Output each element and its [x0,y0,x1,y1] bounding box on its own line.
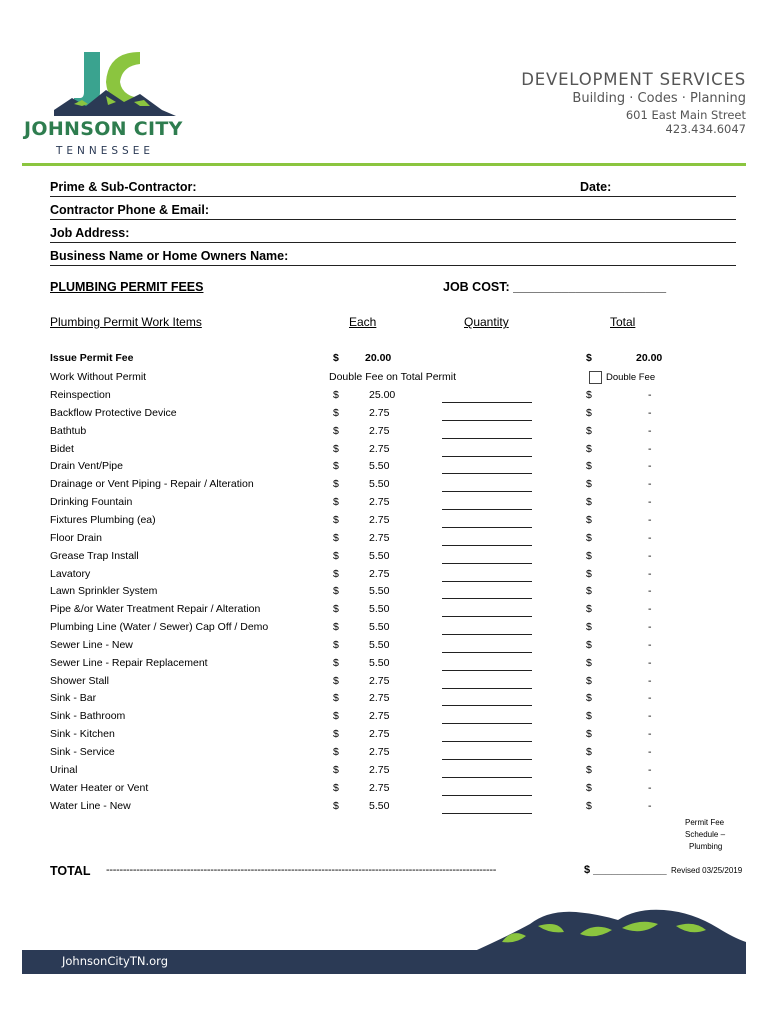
row-each-value: 2.75 [369,425,390,437]
issue-fee-label: Issue Permit Fee [50,352,134,364]
logo-city-name: JOHNSON CITY [24,118,183,140]
row-total-dollar: $ [586,782,592,794]
work-without-permit-label: Work Without Permit [50,371,147,383]
row-each-dollar: $ [333,514,339,526]
row-quantity-input[interactable] [442,581,532,582]
date-label: Date: [580,180,612,194]
row-total-dollar: $ [586,425,592,437]
row-each-dollar: $ [333,764,339,776]
row-total-value: - [648,728,652,740]
row-each-dollar: $ [333,621,339,633]
issue-fee-each: 20.00 [365,352,392,364]
row-each-value: 5.50 [369,478,390,490]
row-label: Sink - Bathroom [50,710,126,722]
row-each-dollar: $ [333,496,339,508]
row-each-value: 2.75 [369,675,390,687]
row-total-dollar: $ [586,800,592,812]
row-quantity-input[interactable] [442,598,532,599]
row-each-value: 2.75 [369,746,390,758]
row-total-dollar: $ [586,710,592,722]
row-quantity-input[interactable] [442,795,532,796]
row-quantity-input[interactable] [442,723,532,724]
row-label: Fixtures Plumbing (ea) [50,514,156,526]
row-each-value: 2.75 [369,782,390,794]
col-each: Each [349,315,377,329]
row-total-value: - [648,764,652,776]
row-each-value: 2.75 [369,710,390,722]
row-each-value: 5.50 [369,621,390,633]
row-label: Lawn Sprinkler System [50,585,158,597]
row-total-dollar: $ [586,532,592,544]
row-total-value: - [648,782,652,794]
row-total-value: - [648,710,652,722]
row-quantity-input[interactable] [442,634,532,635]
row-total-value: - [648,514,652,526]
row-total-dollar: $ [586,389,592,401]
row-label: Pipe &/or Water Treatment Repair / Alteration [50,603,261,615]
row-label: Reinspection [50,389,111,401]
row-label: Sewer Line - Repair Replacement [50,657,208,669]
row-each-dollar: $ [333,782,339,794]
row-label: Lavatory [50,568,91,580]
row-total-dollar: $ [586,746,592,758]
row-quantity-input[interactable] [442,509,532,510]
row-total-value: - [648,443,652,455]
row-label: Shower Stall [50,675,109,687]
row-each-value: 25.00 [369,389,396,401]
row-total-value: - [648,675,652,687]
row-total-value: - [648,603,652,615]
col-quantity: Quantity [464,315,509,329]
row-label: Grease Trap Install [50,550,139,562]
row-each-value: 5.50 [369,603,390,615]
job-address-label: Job Address: [50,226,130,240]
row-total-dollar: $ [586,657,592,669]
row-total-value: - [648,425,652,437]
job-address-field[interactable] [50,222,736,243]
row-quantity-input[interactable] [442,616,532,617]
row-quantity-input[interactable] [442,741,532,742]
contractor-field[interactable] [50,176,736,197]
row-quantity-input[interactable] [442,563,532,564]
row-each-dollar: $ [333,800,339,812]
double-fee-checkbox-label: Double Fee [606,372,656,383]
row-each-dollar: $ [333,478,339,490]
row-label: Sink - Kitchen [50,728,115,740]
row-label: Water Heater or Vent [50,782,149,794]
row-total-dollar: $ [586,550,592,562]
row-quantity-input[interactable] [442,456,532,457]
row-label: Urinal [50,764,78,776]
row-total-value: - [648,800,652,812]
footer-url[interactable]: JohnsonCityTN.org [62,954,169,968]
row-quantity-input[interactable] [442,777,532,778]
total-label: TOTAL [50,864,91,878]
row-quantity-input[interactable] [442,420,532,421]
department-phone: 423.434.6047 [665,122,746,136]
row-each-dollar: $ [333,710,339,722]
row-quantity-input[interactable] [442,491,532,492]
row-label: Drainage or Vent Piping - Repair / Alteration [50,478,254,490]
row-each-dollar: $ [333,460,339,472]
phone-email-field[interactable] [50,199,736,220]
total-dashes: -------------------------------------------------------------------------------------------------------------------- [106,864,497,876]
header-rule [22,163,746,166]
row-label: Floor Drain [50,532,102,544]
schedule-note-3: Plumbing [689,842,723,851]
schedule-note-2: Schedule – [685,830,726,839]
phone-email-label: Contractor Phone & Email: [50,203,210,217]
row-label: Sink - Bar [50,692,97,704]
row-total-value: - [648,550,652,562]
row-total-dollar: $ [586,692,592,704]
row-label: Drain Vent/Pipe [50,460,123,472]
row-quantity-input[interactable] [442,402,532,403]
row-quantity-input[interactable] [442,438,532,439]
issue-fee-total: 20.00 [636,352,663,364]
row-total-dollar: $ [586,514,592,526]
issue-fee-dollar: $ [333,352,339,364]
department-address: 601 East Main Street [625,108,746,122]
row-label: Sewer Line - New [50,639,133,651]
row-each-dollar: $ [333,407,339,419]
row-each-dollar: $ [333,728,339,740]
row-each-dollar: $ [333,639,339,651]
row-total-dollar: $ [586,568,592,580]
row-each-dollar: $ [333,443,339,455]
row-each-dollar: $ [333,389,339,401]
row-each-value: 2.75 [369,728,390,740]
row-each-value: 2.75 [369,407,390,419]
row-total-value: - [648,639,652,651]
row-each-value: 5.50 [369,460,390,472]
row-each-value: 2.75 [369,692,390,704]
revised-date: Revised 03/25/2019 [671,866,743,875]
row-quantity-input[interactable] [442,670,532,671]
row-each-dollar: $ [333,657,339,669]
row-total-value: - [648,746,652,758]
row-total-value: - [648,532,652,544]
row-each-value: 5.50 [369,639,390,651]
row-each-value: 2.75 [369,514,390,526]
row-each-dollar: $ [333,425,339,437]
row-quantity-input[interactable] [442,652,532,653]
row-total-value: - [648,478,652,490]
row-label: Sink - Service [50,746,115,758]
row-label: Bidet [50,443,74,455]
grand-total-field[interactable]: $ ____________ [584,864,667,876]
row-total-dollar: $ [586,764,592,776]
row-each-dollar: $ [333,585,339,597]
row-each-value: 2.75 [369,496,390,508]
row-each-value: 2.75 [369,532,390,544]
row-total-dollar: $ [586,675,592,687]
row-total-value: - [648,692,652,704]
row-each-value: 5.50 [369,657,390,669]
row-each-dollar: $ [333,675,339,687]
col-total: Total [610,315,636,329]
row-total-dollar: $ [586,460,592,472]
row-each-value: 5.50 [369,585,390,597]
row-total-value: - [648,568,652,580]
row-total-value: - [648,407,652,419]
row-label: Bathtub [50,425,87,437]
row-each-dollar: $ [333,532,339,544]
footer-mountains-icon [468,906,746,954]
row-total-dollar: $ [586,639,592,651]
row-label: Water Line - New [50,800,131,812]
row-each-dollar: $ [333,746,339,758]
business-name-label: Business Name or Home Owners Name: [50,249,289,263]
row-total-dollar: $ [586,603,592,615]
double-fee-checkbox[interactable] [589,371,602,384]
col-items: Plumbing Permit Work Items [50,315,202,329]
row-total-value: - [648,585,652,597]
contractor-label: Prime & Sub-Contractor: [50,180,197,194]
section-title: PLUMBING PERMIT FEES [50,280,204,294]
department-subtitle: Building · Codes · Planning [572,91,746,106]
schedule-note-1: Permit Fee [685,818,725,827]
row-total-dollar: $ [586,585,592,597]
row-quantity-input[interactable] [442,759,532,760]
row-each-value: 5.50 [369,800,390,812]
row-each-dollar: $ [333,603,339,615]
row-quantity-input[interactable] [442,813,532,814]
row-each-value: 2.75 [369,443,390,455]
row-label: Backflow Protective Device [50,407,177,419]
business-name-field[interactable] [50,245,736,266]
issue-fee-total-dollar: $ [586,352,592,364]
row-label: Drinking Fountain [50,496,133,508]
row-total-dollar: $ [586,728,592,740]
row-quantity-input[interactable] [442,705,532,706]
row-total-value: - [648,657,652,669]
row-each-value: 2.75 [369,568,390,580]
row-each-dollar: $ [333,568,339,580]
row-total-value: - [648,389,652,401]
row-label: Plumbing Line (Water / Sewer) Cap Off / Demo [50,621,269,633]
row-total-value: - [648,460,652,472]
row-quantity-input[interactable] [442,527,532,528]
row-total-dollar: $ [586,407,592,419]
double-fee-note: Double Fee on Total Permit [329,371,457,383]
row-quantity-input[interactable] [442,688,532,689]
row-total-dollar: $ [586,621,592,633]
row-each-dollar: $ [333,550,339,562]
row-each-value: 2.75 [369,764,390,776]
row-total-dollar: $ [586,496,592,508]
row-total-value: - [648,496,652,508]
row-quantity-input[interactable] [442,473,532,474]
row-total-dollar: $ [586,443,592,455]
row-quantity-input[interactable] [442,545,532,546]
row-each-value: 5.50 [369,550,390,562]
row-total-dollar: $ [586,478,592,490]
logo-state-name: TENNESSEE [56,145,154,157]
job-cost-field[interactable]: JOB COST: ______________________ [443,280,667,294]
row-each-dollar: $ [333,692,339,704]
row-total-value: - [648,621,652,633]
department-title: DEVELOPMENT SERVICES [521,70,746,89]
